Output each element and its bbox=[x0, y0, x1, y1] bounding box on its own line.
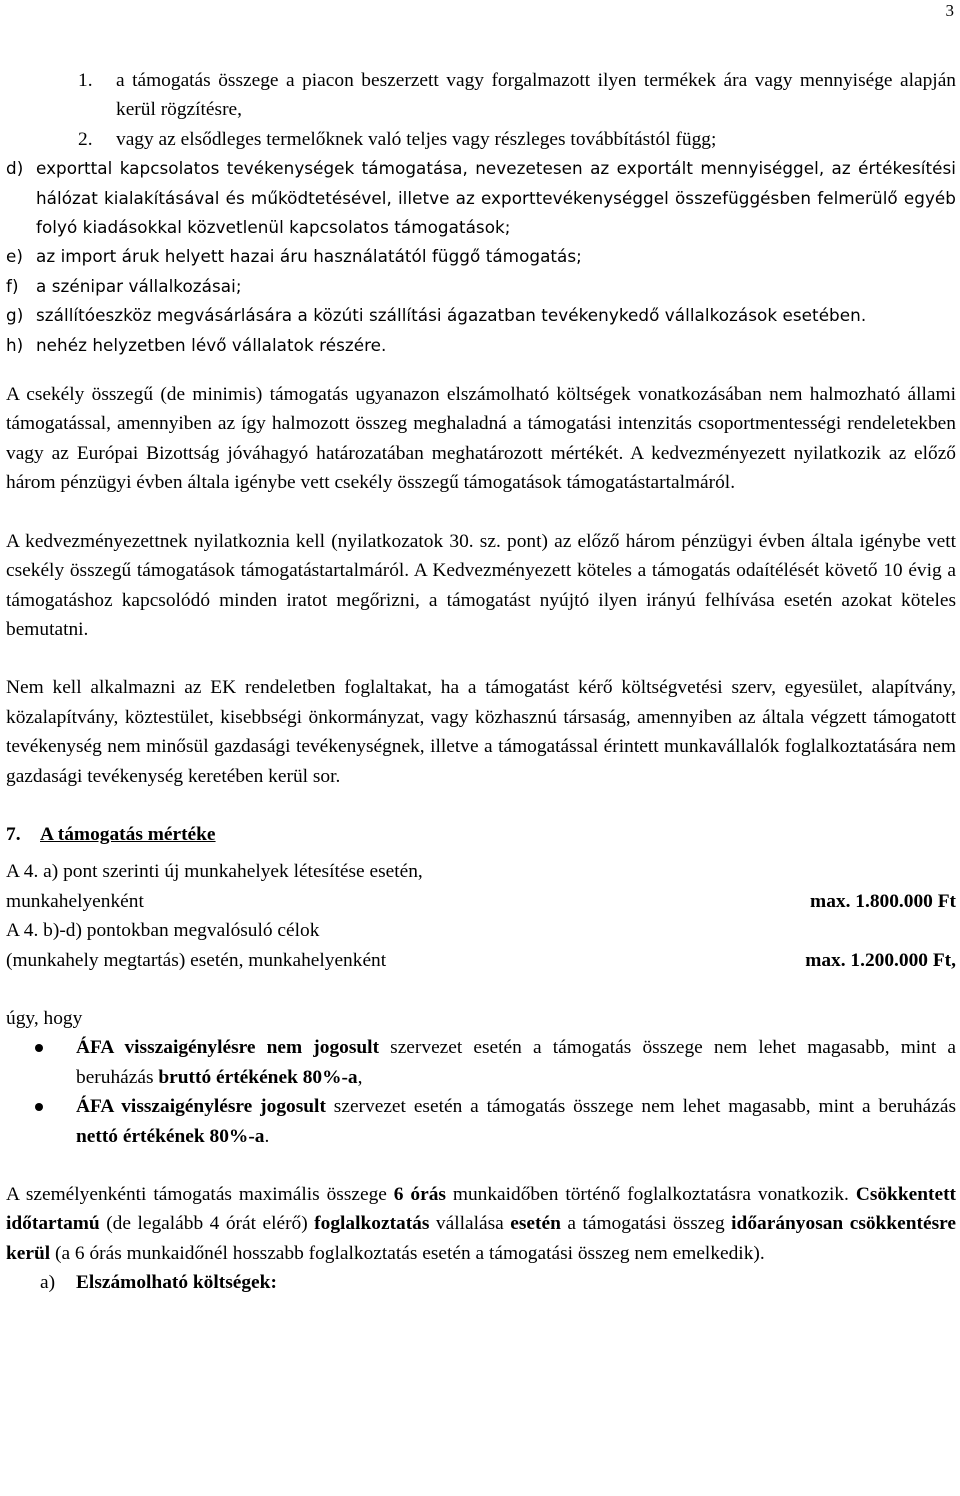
paragraph-hours bbox=[6, 1180, 956, 1268]
bullet-text bbox=[76, 1033, 956, 1092]
para-bold: időarányosan csökkentésre kerül bbox=[6, 1213, 956, 1264]
section-number: 7. bbox=[6, 823, 21, 845]
amount-value-1: max. 1.800.000 Ft bbox=[810, 890, 956, 912]
numbered-item-2 bbox=[6, 125, 956, 154]
letter-marker: e) bbox=[6, 246, 23, 267]
subsection-marker: a) bbox=[40, 1272, 56, 1294]
amount-value-2: max. 1.200.000 Ft, bbox=[805, 949, 956, 971]
bullet-span: . bbox=[264, 1125, 270, 1147]
numbered-item-marker: 2. bbox=[78, 128, 93, 150]
bullet-span: , bbox=[357, 1066, 363, 1088]
ugy-hogy-text: úgy, hogy bbox=[6, 1007, 83, 1029]
letter-marker: h) bbox=[6, 334, 24, 355]
para-bold: foglalkoztatás bbox=[314, 1213, 430, 1235]
para-span: vállalása bbox=[429, 1213, 511, 1235]
para-span: (de legalább 4 órát elérő) bbox=[99, 1213, 315, 1235]
page-number: 3 bbox=[945, 1, 954, 20]
bullet-bold: ÁFA visszaigénylésre nem jogosult bbox=[76, 1037, 380, 1059]
section-heading-7 bbox=[6, 820, 956, 849]
letter-text: szállítóeszköz megvásárlására a közúti szállítási ágazatban tevékenykedő vállalkozások esetében. bbox=[36, 305, 867, 326]
bullet-bold: nettó értékének 80%-a bbox=[76, 1125, 265, 1147]
subsection-title: Elszámolható költségek: bbox=[76, 1272, 277, 1294]
letter-item-f bbox=[6, 272, 956, 301]
bullet-item-2 bbox=[6, 1092, 956, 1151]
amount-table bbox=[6, 857, 956, 975]
subsection-a bbox=[6, 1268, 956, 1297]
letter-item-g bbox=[6, 301, 956, 330]
letter-text: a szénipar vállalkozásai; bbox=[36, 275, 242, 296]
amount-label-1: munkahelyenként bbox=[6, 890, 144, 912]
section-title: A támogatás mértéke bbox=[40, 823, 216, 845]
letter-item-h bbox=[6, 331, 956, 360]
letter-list bbox=[6, 154, 956, 360]
bullet-dot-icon bbox=[6, 1092, 76, 1151]
para-span: a támogatási összeg bbox=[560, 1213, 732, 1235]
bullet-list bbox=[6, 1033, 956, 1151]
letter-marker: d) bbox=[6, 158, 24, 179]
para-span: (a 6 órás munkaidőnél hosszabb foglalkoztatás esetén a támogatási összeg nem emelkedik). bbox=[50, 1242, 765, 1264]
letter-text: exporttal kapcsolatos tevékenységek támogatása, nevezetesen az exportált mennyiséggel, az értékesítési hálózat kialakításával és működtetésével, illetve az exporttevékenységgel összefüggésben felmerülő egyéb folyó kiadásokkal közvetlenül kapcsolatos támogatások; bbox=[36, 158, 956, 238]
amount-line-1: A 4. a) pont szerinti új munkahelyek létesítése esetén, bbox=[6, 861, 423, 883]
bullet-dot-icon bbox=[6, 1033, 76, 1092]
bullet-text bbox=[76, 1092, 956, 1151]
letter-marker: f) bbox=[6, 275, 19, 296]
para-bold: 6 órás bbox=[393, 1184, 446, 1205]
amount-label-2: (munkahely megtartás) esetén, munkahelyenként bbox=[6, 949, 387, 971]
bullet-span: szervezet esetén a támogatás összege nem lehet magasabb, mint a beruházás bbox=[76, 1037, 956, 1088]
letter-text: nehéz helyzetben lévő vállalatok részére. bbox=[36, 334, 387, 355]
numbered-item-1 bbox=[6, 66, 956, 125]
numbered-item-marker: 1. bbox=[78, 70, 93, 91]
paragraph-de-minimis: A csekély összegű (de minimis) támogatás ugyanazon elszámolható költségek vonatkozásában nem halmozható állami támogatással, amennyiben az így halmozott összeg meghaladná a támogatási intenzitás csoportmentességi rendeletekben vagy az Európai Bizottság jóváhagyó határozatában meghatározott mértékét. A kedvezményezett nyilatkozik az előző három pénzügyi évben általa igénybe vett csekély összegű támogatások támogatástartalmáról. bbox=[6, 384, 956, 494]
letter-item-e bbox=[6, 242, 956, 271]
letter-item-d bbox=[6, 154, 956, 242]
amount-line-3: A 4. b)-d) pontokban megvalósuló célok bbox=[6, 920, 320, 942]
letter-text: az import áruk helyett hazai áru használatától függő támogatás; bbox=[36, 246, 582, 267]
amount-row-2 bbox=[6, 946, 956, 975]
bullet-bold: ÁFA visszaigénylésre jogosult bbox=[76, 1096, 326, 1118]
para-bold: Csökkentett időtartamú bbox=[6, 1184, 956, 1235]
bullet-item-1 bbox=[6, 1033, 956, 1092]
para-bold: esetén bbox=[510, 1213, 561, 1235]
document-body bbox=[6, 66, 956, 1298]
bullet-span: szervezet esetén a támogatás összege nem lehet magasabb, mint a beruházás bbox=[325, 1096, 956, 1118]
bullet-bold: bruttó értékének 80%-a bbox=[158, 1066, 358, 1088]
numbered-item-text: a támogatás összege a piacon beszerzett vagy forgalmazott ilyen termékek ára vagy mennyisége alapján kerül rögzítésre, bbox=[116, 70, 956, 121]
paragraph-exemption: Nem kell alkalmazni az EK rendeletben foglaltakat, ha a támogatást kérő költségvetési szerv, egyesület, alapítvány, közalapítvány, köztestület, kisebbségi önkormányzat, vagy közhasznú társaság, amennyiben az általa végzett támogatott tevékenység nem minősül gazdasági tevékenységnek, illetve a támogatással érintett munkavállalók foglalkoztatására nem gazdasági tevékenység keretében kerül sor. bbox=[6, 677, 956, 787]
paragraph-declaration: A kedvezményezettnek nyilatkoznia kell (nyilatkozatok 30. sz. pont) az előző három pénzügyi évben általa igénybe vett csekély összegű támogatások támogatástartalmáról. A Kedvezményezett köteles a támogatás odaítélését követő 10 évig a támogatáshoz kapcsolódó minden iratot megőrizni, a támogatást nyújtó ilyen irányú felhívása esetén azokat köteles bemutatni. bbox=[6, 530, 956, 640]
para-span: munkaidőben történő foglalkoztatásra vonatkozik. bbox=[445, 1184, 856, 1205]
letter-marker: g) bbox=[6, 305, 24, 326]
amount-row-1 bbox=[6, 887, 956, 916]
numbered-item-text: vagy az elsődleges termelőknek való teljes vagy részleges továbbítástól függ; bbox=[116, 128, 717, 150]
para-span: A személyenkénti támogatás maximális összege bbox=[6, 1184, 394, 1205]
